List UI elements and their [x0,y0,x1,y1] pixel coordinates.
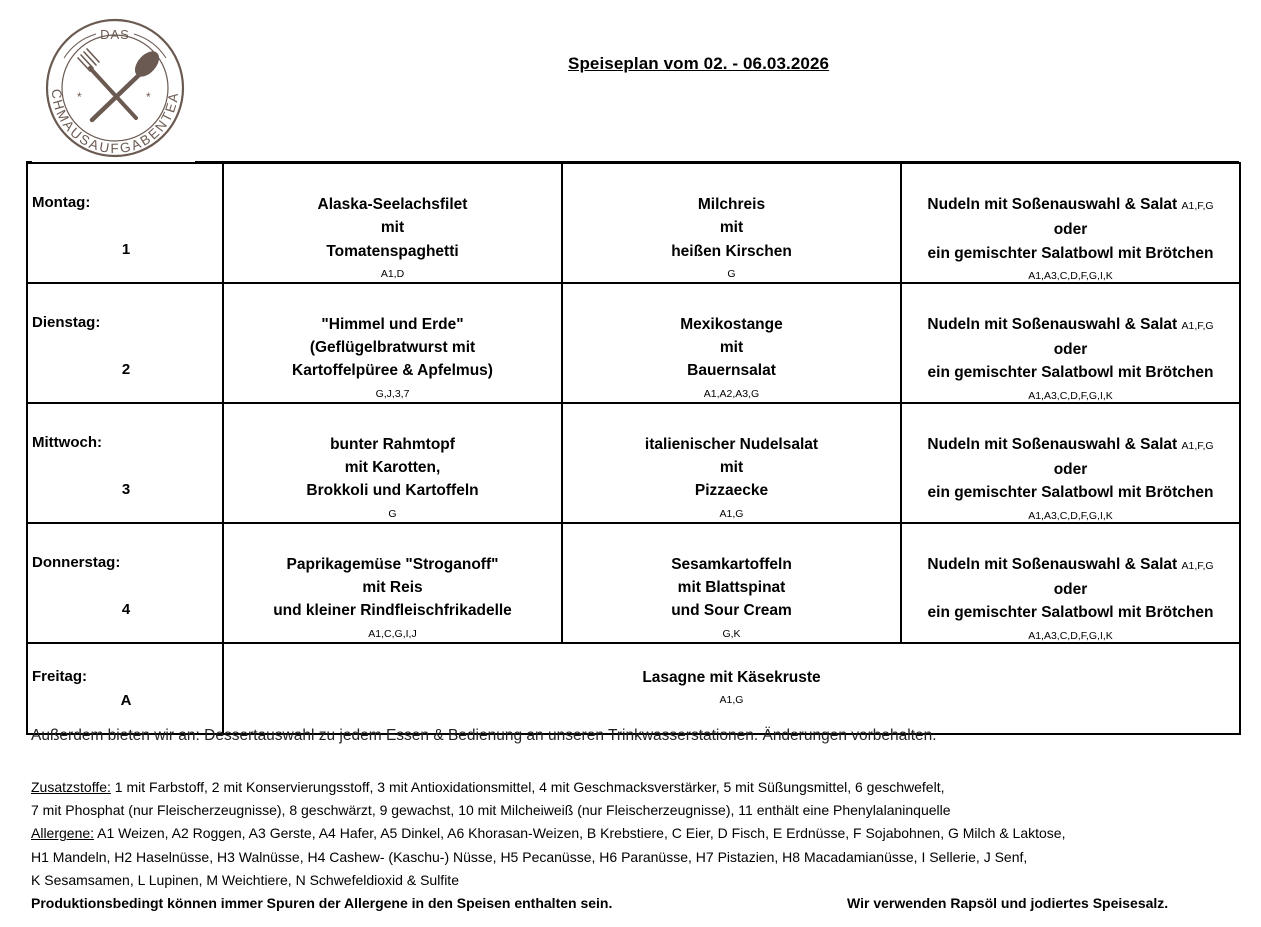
meal-allergens: A1,A3,C,D,F,G,I,K [1028,269,1113,282]
meal-name: Lasagne mit Käsekruste [642,668,821,686]
meal-allergens: A1,G [719,693,744,706]
day-name: Dienstag: [32,313,101,331]
meal-line-or: oder [1053,461,1088,479]
meal-cell [562,163,901,283]
meal-line: Milchreis [697,196,766,213]
meal-cell [223,523,562,643]
day-number: 2 [121,360,131,378]
day-name: Freitag: [32,667,88,685]
day-number: A [120,691,132,709]
meal-allergens: G [727,267,736,280]
logo-ring-text: CHMAUSAUFGABENTEA [48,88,182,157]
meal-allergens: A1,A3,C,D,F,G,I,K [1028,389,1113,402]
meal-allergens: A1,C,G,I,J [368,627,417,640]
day-cell [27,403,223,523]
day-number: 4 [121,600,131,618]
table-row-day [27,523,1240,643]
meal-inline-allergens: A1,F,G [1181,319,1214,332]
meal-cell [562,283,901,403]
page-title: Speiseplan vom 02. - 06.03.2026 [568,54,830,73]
meal-line: ein gemischter Salatbowl mit Brötchen [927,604,1214,622]
additives-line-1 [31,776,1231,799]
legend [31,776,1231,915]
meal-line [902,313,1239,338]
additives-line-2: 7 mit Phosphat (nur Fleischerzeugnisse), 8 geschwärzt, 9 gewachst, 10 mit Milcheiweiß (nur Fleischerzeugnisse), 11 enthält eine Phenylalaninquelle [31,802,951,819]
day-cell [27,643,223,734]
additives-text-1: 1 mit Farbstoff, 2 mit Konservierungsstoff, 3 mit Antioxidationsmittel, 4 mit Geschmacksverstärker, 5 mit Süßungsmittel, 6 geschwefelt, [110,779,945,795]
meal-line-text: Nudeln mit Soßenauswahl & Salat [927,196,1178,213]
meal-line: mit [719,219,744,237]
table-row-friday [27,643,1240,734]
meal-cell-alternative [901,403,1240,523]
allergens-line-3: K Sesamsamen, L Lupinen, M Weichtiere, N Schwefeldioxid & Sulfite [31,871,459,888]
meal-inline-allergens: A1,F,G [1181,439,1214,452]
day-cell [27,283,223,403]
meal-line [902,433,1239,458]
traces-note: Produktionsbedingt können immer Spuren der Allergene in den Speisen enthalten sein. [31,895,613,912]
svg-text:*: * [146,90,151,104]
day-name: Mittwoch: [32,433,102,451]
logo-top-text: DAS [100,27,130,42]
meal-line: Alaska-Seelachsfilet [317,196,468,213]
oil-salt-note: Wir verwenden Rapsöl und jodiertes Speisesalz. [847,895,1169,912]
allergens-text-1: A1 Weizen, A2 Roggen, A3 Gerste, A4 Hafer, A5 Dinkel, A6 Khorasan-Weizen, B Krebstiere, C Eier, D Fisch, E Erdnüsse, F Sojabohnen, G Milch & Laktose, [94,825,1066,842]
meal-line [902,193,1239,218]
table-row-day [27,163,1240,283]
meal-inline-allergens: A1,F,G [1181,559,1214,572]
meal-line: ein gemischter Salatbowl mit Brötchen [927,484,1214,502]
meal-line-text: Nudeln mit Soßenauswahl & Salat [927,555,1178,573]
meal-line [902,553,1239,578]
schmausaufgabenteam-logo [30,18,200,158]
meal-cell-alternative [901,163,1240,283]
meal-line: Mexikostange [680,315,783,333]
meal-line: Kartoffelpüree & Apfelmus) [292,362,493,380]
meal-allergens: A1,D [380,267,405,280]
meal-line-or: oder [1053,221,1088,239]
meal-line: Paprikagemüse "Stroganoff" [286,555,499,573]
table-row-day [27,403,1240,523]
footer-bold-line [31,892,1231,915]
meal-line: mit Reis [362,578,423,596]
logo [30,18,200,158]
day-name: Donnerstag: [32,553,121,571]
meal-line: italienischer Nudelsalat [644,435,819,453]
meal-cell [223,643,1240,734]
svg-text:*: * [77,90,82,104]
day-number: 3 [121,480,131,498]
meal-cell [223,163,562,283]
menu-table [26,162,1241,735]
meal-allergens: G [388,507,397,520]
meal-cell-alternative [901,523,1240,643]
day-name: Montag: [32,194,91,211]
meal-line: und kleiner Rindfleischfrikadelle [273,602,512,620]
allergens-line-2: H1 Mandeln, H2 Haselnüsse, H3 Walnüsse, H4 Cashew- (Kaschu-) Nüsse, H5 Pecanüsse, H6 Paranüsse, H7 Pistazien, H8 Macadamianüsse, I Sellerie, J Senf, [31,848,1028,865]
additional-offer-note: Außerdem bieten wir an: Dessertauswahl zu jedem Essen & Bedienung an unseren Trinkwasserstationen. Änderungen vorbehalten. [31,727,937,744]
meal-cell [223,283,562,403]
meal-line: mit Karotten, [344,459,441,477]
meal-line: "Himmel und Erde" [321,315,464,333]
additives-label: Zusatzstoffe: [31,779,111,795]
meal-line: mit [719,459,744,477]
meal-line-or: oder [1053,341,1088,359]
meal-line-or: oder [1053,580,1088,598]
meal-line: (Geflügelbratwurst mit [309,339,476,357]
allergens-line-1 [31,822,1231,845]
meal-line: mit [719,339,744,357]
meal-allergens: G,K [722,627,741,640]
meal-line: Bauernsalat [687,362,776,380]
meal-line: ein gemischter Salatbowl mit Brötchen [927,244,1214,262]
day-cell [27,523,223,643]
meal-line: Brokkoli und Kartoffeln [306,482,479,500]
day-cell [27,163,223,283]
meal-line-text: Nudeln mit Soßenauswahl & Salat [927,315,1178,333]
fork-spoon-crossed-icon [77,47,164,120]
meal-line: mit [380,219,405,237]
meal-line: Sesamkartoffeln [671,555,792,573]
table-row-day [27,283,1240,403]
meal-cell [562,523,901,643]
meal-line: heißen Kirschen [671,242,792,260]
meal-allergens: A1,G [719,507,744,520]
meal-line: und Sour Cream [671,602,792,620]
meal-allergens: A1,A3,C,D,F,G,I,K [1028,509,1113,522]
day-number: 1 [121,241,131,258]
allergens-label: Allergene: [31,825,95,842]
meal-allergens: A1,A3,C,D,F,G,I,K [1028,629,1113,642]
meal-line: bunter Rahmtopf [330,435,455,453]
meal-allergens: A1,A2,A3,G [703,387,760,400]
meal-inline-allergens: A1,F,G [1181,200,1214,212]
meal-line: Pizzaecke [694,482,769,500]
meal-line: ein gemischter Salatbowl mit Brötchen [927,364,1214,382]
meal-line: mit Blattspinat [677,578,786,596]
meal-cell-alternative [901,283,1240,403]
meal-line-text: Nudeln mit Soßenauswahl & Salat [927,435,1178,453]
meal-cell [223,403,562,523]
meal-allergens: G,J,3,7 [375,387,410,400]
meal-line: Tomatenspaghetti [326,242,459,260]
meal-cell [562,403,901,523]
